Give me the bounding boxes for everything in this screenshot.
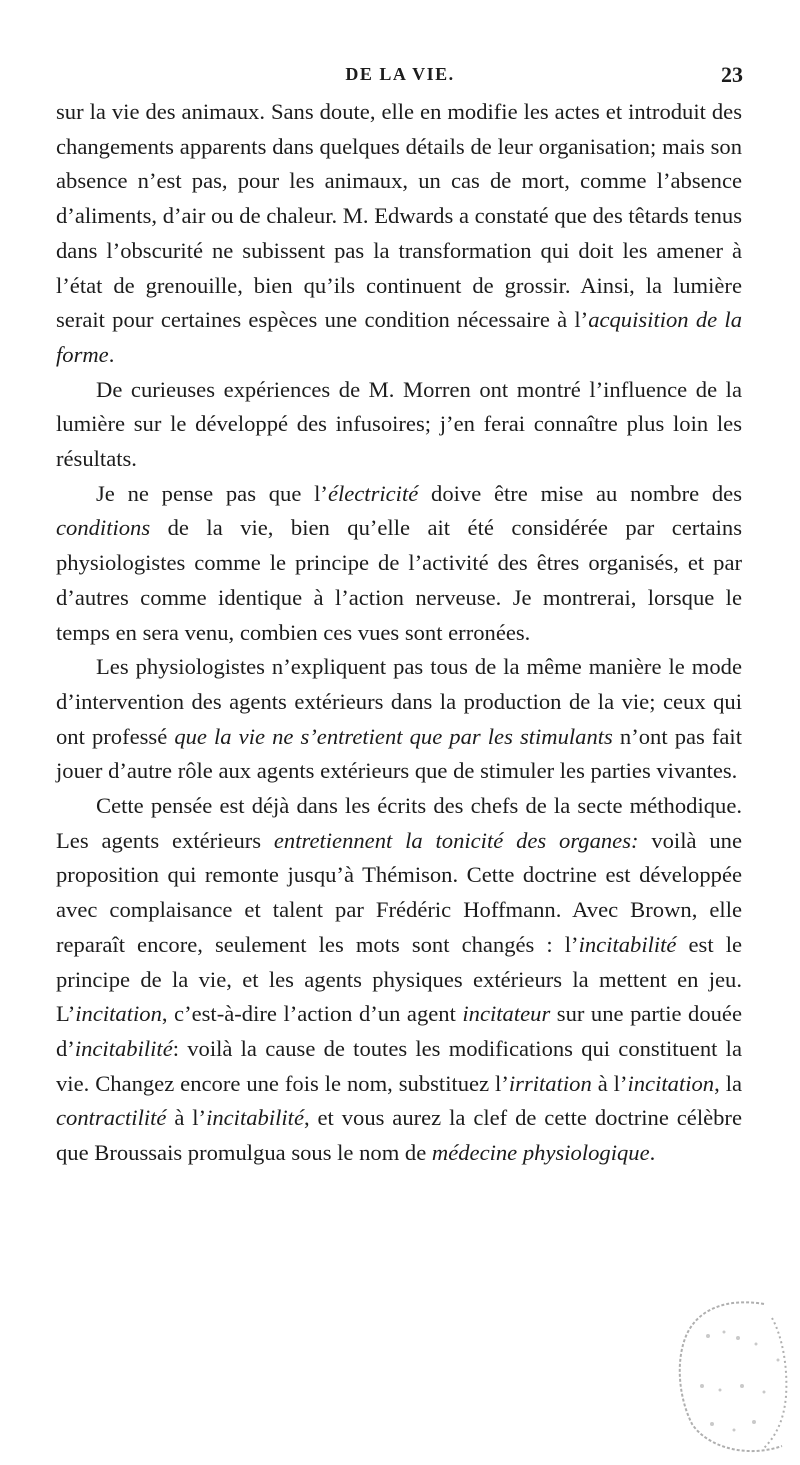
italic-text: médecine physiologique [431,1140,650,1166]
italic-text: incitabilité [206,1105,304,1131]
paragraph [56,789,742,1171]
text-run: Je ne pense pas que l’ [96,480,328,506]
italic-text: incitateur [462,1001,551,1027]
text-run: , et vous aurez la clef de cette doctrine célèbre que Broussais promulgua sous le nom de [56,1105,742,1166]
text-run: De curieuses expériences de M. Morren ont montré l’influence de la lumière sur le développé des infusoires; j’en ferai connaître plus loin les résultats. [56,376,742,472]
text-run: sur une partie douée d’ [56,1001,742,1061]
italic-text: acquisition de la forme [56,307,742,367]
text-run: . [649,1140,656,1166]
italic-text: contractilité [56,1105,167,1131]
text-run: de la vie, bien qu’elle ait été considérée par certains physiologistes comme le principe de l’activité des êtres organisés, et par d’autres comme identique à l’action nerveuse. Je montrerai, lorsque le temps en sera venu, combien ces vues sont erronées. [56,515,742,645]
paragraph [56,373,742,477]
italic-text: irritation [508,1070,592,1096]
italic-text: entretiennent la tonicité des organes: [273,827,639,853]
text-run: à l’ [166,1105,207,1131]
text-run: Les physiologistes n’expliquent pas tous de la même manière le mode d’intervention des agents extérieurs dans la production de la vie; ceux qui ont professé [56,654,742,749]
italic-text: incitabilité [578,931,677,957]
italic-text: incitabilité [74,1035,173,1061]
italic-text: incitation [627,1070,715,1096]
italic-text: électricité [327,480,419,506]
paragraph [56,477,742,651]
text-run: , la [714,1070,742,1096]
italic-text: incitation [75,1001,162,1027]
text-run: à l’ [591,1070,628,1096]
body-text [56,95,742,1171]
text-run: Cette pensée est déjà dans les écrits des chefs de la secte méthodique. Les agents extérieurs [56,793,742,853]
paragraph [56,650,742,789]
text-run: sur la vie des animaux. Sans doute, elle en modifie les actes et introduit des changements apparents dans quelques détails de leur organisation; mais son absence n’est pas, pour les animaux, un cas de mort, comme l’absence d’aliments, d’air ou de chaleur. M. Edwards a constaté que des têtards tenus dans l’obscurité ne subissent pas la transformation qui doit les amener à l’état de grenouille, bien qu’ils continuent de grossir. Ainsi, la lumière serait pour certaines espèces une condition nécessaire à l’ [56,99,742,333]
text-run: doive être mise au nombre des [418,480,743,506]
running-title: DE LA VIE. [345,64,455,84]
paragraph [56,95,742,373]
running-head [0,62,800,92]
text-run: est le principe de la vie, et les agents physiques extérieurs la mettent en jeu. L’ [56,931,743,1027]
text-run: voilà une proposition qui remonte jusqu’à Thémison. Cette doctrine est développée avec complaisance et talent par Frédéric Hoffmann. Avec Brown, elle reparaît encore, seulement les mots sont changés : l’ [56,827,742,957]
text-run: , c’est-à-dire l’action d’un agent [161,1001,463,1027]
text-run: : voilà la cause de toutes les modifications qui constituent la vie. Changez encore une fois le nom, substituez l’ [56,1035,742,1096]
text-run: n’ont pas fait jouer d’autre rôle aux agents extérieurs que de stimuler les parties vivantes. [56,723,742,784]
text-run: . [108,341,115,367]
library-stamp [668,1296,792,1458]
page-number: 23 [721,62,743,87]
italic-text: conditions [56,515,151,541]
italic-text: que la vie ne s’entretient que par les stimulants [174,723,613,749]
